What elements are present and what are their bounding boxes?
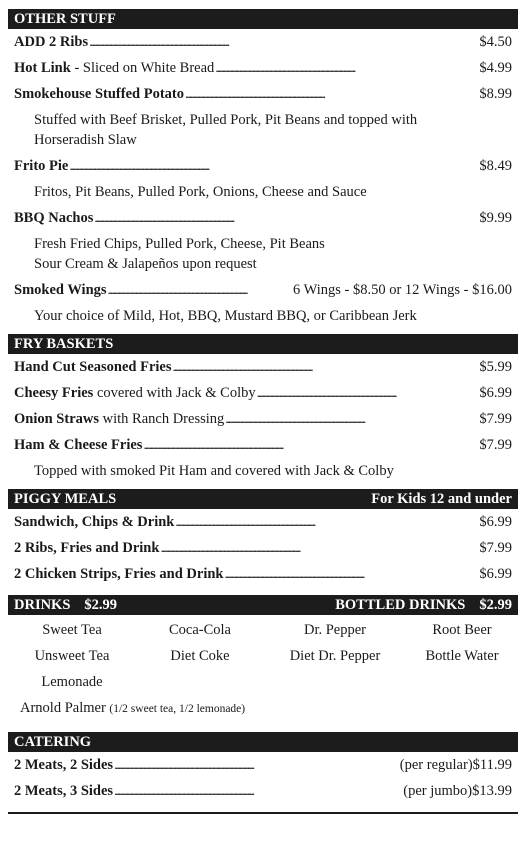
menu-item-sandwich-chips-drink: Sandwich, Chips & Drink . . . $6.99 bbox=[8, 509, 518, 535]
leader-dots bbox=[114, 752, 399, 778]
menu-item-hot-link: Hot Link - Sliced on White Bread . . . $4.99 bbox=[8, 55, 518, 81]
item-description: Fresh Fried Chips, Pulled Pork, Cheese, Pit Beans Sour Cream & Jalapeños upon request bbox=[34, 236, 325, 272]
drink-arnold-palmer: Arnold Palmer (1/2 sweet tea, 1/2 lemonade) bbox=[20, 700, 246, 716]
menu-item-2-meats-3-sides: 2 Meats, 3 Sides . . . (per jumbo)$13.99 bbox=[8, 778, 518, 804]
drink-diet-coke: Diet Coke bbox=[170, 648, 230, 664]
section-header-fry-baskets bbox=[8, 334, 518, 354]
section-title: OTHER STUFF bbox=[14, 11, 116, 27]
menu-item-smoked-wings: Smoked Wings . . . 6 Wings - $8.50 or 12 Wings - $16.00 bbox=[8, 277, 518, 303]
menu-item-onion-straws: Onion Straws with Ranch Dressing . . . $7.99 bbox=[8, 406, 518, 432]
leader-dots bbox=[257, 380, 479, 406]
drink-coca-cola: Coca-Cola bbox=[168, 622, 231, 638]
item-description: Topped with smoked Pit Ham and covered with Jack & Colby bbox=[34, 463, 394, 479]
leader-dots bbox=[160, 535, 478, 561]
bottled-drinks-title: BOTTLED DRINKS bbox=[335, 597, 466, 613]
bottom-divider bbox=[8, 812, 518, 814]
menu-item-2-meats-2-sides: 2 Meats, 2 Sides . . . (per regular)$11.99 bbox=[8, 752, 518, 778]
drink-diet-dr-pepper: Diet Dr. Pepper bbox=[289, 648, 381, 664]
leader-dots bbox=[108, 277, 292, 303]
item-description: Stuffed with Beef Brisket, Pulled Pork, Pit Beans and topped with Horseradish Slaw bbox=[34, 112, 418, 148]
leader-dots bbox=[225, 406, 478, 432]
section-header-drinks bbox=[8, 595, 518, 615]
menu-item-2-ribs-fries-drink: 2 Ribs, Fries and Drink . . . $7.99 bbox=[8, 535, 518, 561]
section-title: PIGGY MEALS bbox=[14, 491, 117, 507]
section-title: FRY BASKETS bbox=[14, 336, 114, 352]
section-header-catering bbox=[8, 732, 518, 752]
leader-dots bbox=[143, 432, 478, 458]
section-header-piggy-meals bbox=[8, 489, 518, 509]
menu-item-bbq-nachos: BBQ Nachos . . . $9.99 bbox=[8, 205, 518, 231]
menu-item-cheesy-fries: Cheesy Fries covered with Jack & Colby . . . $6.99 bbox=[8, 380, 518, 406]
drinks-list bbox=[8, 617, 518, 695]
leader-dots bbox=[175, 509, 478, 535]
leader-dots bbox=[94, 205, 478, 231]
leader-dots bbox=[215, 55, 478, 81]
drink-lemonade: Lemonade bbox=[41, 674, 103, 690]
leader-dots bbox=[89, 29, 478, 55]
leader-dots bbox=[173, 354, 479, 380]
menu-item-frito-pie: Frito Pie . . . $8.49 bbox=[8, 153, 518, 179]
menu-item-smokehouse-stuffed-potato: Smokehouse Stuffed Potato . . . $8.99 bbox=[8, 81, 518, 107]
drinks-title: DRINKS bbox=[14, 597, 71, 613]
drinks-price: $2.99 bbox=[84, 597, 118, 613]
section-note: For Kids 12 and under bbox=[371, 491, 512, 507]
menu-item-2-chicken-strips: 2 Chicken Strips, Fries and Drink . . . $6.99 bbox=[8, 561, 518, 587]
section-title: CATERING bbox=[14, 734, 92, 750]
section-header-other-stuff bbox=[8, 9, 518, 29]
bottled-drinks-price: $2.99 bbox=[479, 597, 512, 613]
leader-dots bbox=[69, 153, 478, 179]
drink-sweet-tea: Sweet Tea bbox=[42, 622, 102, 638]
item-description: Fritos, Pit Beans, Pulled Pork, Onions, Cheese and Sauce bbox=[34, 184, 367, 200]
drink-dr-pepper: Dr. Pepper bbox=[303, 622, 366, 638]
menu-item-ham-cheese-fries: Ham & Cheese Fries . . . $7.99 bbox=[8, 432, 518, 458]
leader-dots bbox=[114, 778, 402, 804]
menu-item-hand-cut-fries: Hand Cut Seasoned Fries . . . $5.99 bbox=[8, 354, 518, 380]
menu bbox=[8, 9, 518, 814]
drink-unsweet-tea: Unsweet Tea bbox=[34, 648, 110, 664]
drink-bottle-water: Bottle Water bbox=[425, 648, 499, 664]
drink-root-beer: Root Beer bbox=[432, 622, 492, 638]
menu-item-add-2-ribs: ADD 2 Ribs . . . $4.50 bbox=[8, 29, 518, 55]
leader-dots bbox=[185, 81, 478, 107]
item-description: Your choice of Mild, Hot, BBQ, Mustard BBQ, or Caribbean Jerk bbox=[34, 308, 417, 324]
leader-dots bbox=[224, 561, 478, 587]
